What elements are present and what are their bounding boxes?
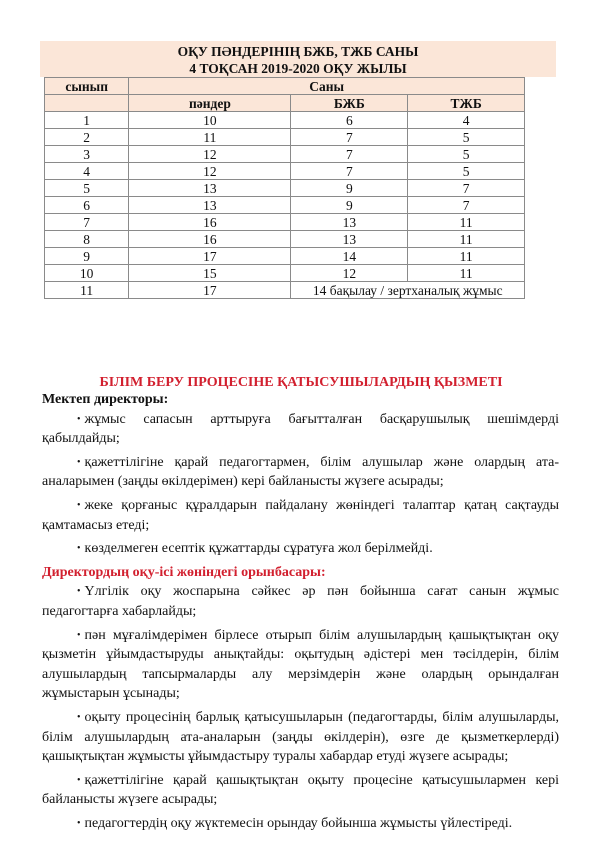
cell-bzhb: 12 xyxy=(291,265,408,282)
cell-tzhb: 11 xyxy=(408,265,525,282)
table-body xyxy=(45,112,525,299)
cell-bzhb: 7 xyxy=(291,146,408,163)
cell-bzhb: 14 xyxy=(291,248,408,265)
table-row xyxy=(45,112,525,129)
table-row xyxy=(45,214,525,231)
cell-grade: 8 xyxy=(45,231,129,248)
table-title-line2: 4 ТОҚСАН 2019-2020 ОҚУ ЖЫЛЫ xyxy=(189,61,407,76)
cell-bzhb: 13 xyxy=(291,231,408,248)
bullet-icon: • xyxy=(77,456,81,468)
bullet-icon: • xyxy=(77,629,81,641)
cell-bzhb: 9 xyxy=(291,180,408,197)
header-tzhb: ТЖБ xyxy=(408,95,525,112)
table-row xyxy=(45,231,525,248)
cell-grade: 6 xyxy=(45,197,129,214)
bullet-icon: • xyxy=(77,543,81,555)
cell-bzhb: 6 xyxy=(291,112,408,129)
cell-subjects: 16 xyxy=(129,231,291,248)
cell-subjects: 17 xyxy=(129,248,291,265)
deputy-item: • Үлгілік оқу жоспарына сәйкес әр пән бойынша сағат санын жұмыс педагогтарға хабарлайды; xyxy=(42,584,559,619)
cell-subjects: 16 xyxy=(129,214,291,231)
table-title-line1: ОҚУ ПӘНДЕРІНІҢ БЖБ, ТЖБ САНЫ xyxy=(177,44,419,59)
table-row xyxy=(45,163,525,180)
cell-grade: 9 xyxy=(45,248,129,265)
cell-tzhb: 5 xyxy=(408,163,525,180)
table-row xyxy=(45,248,525,265)
table-row xyxy=(45,180,525,197)
deputy-item: • қажеттілігіне қарай қашықтықтан оқыту процесіне қатысушылармен кері байланысты жүзеге асырады; xyxy=(42,772,559,808)
director-item: • жұмыс сапасын арттыруға бағытталған басқарушылық шешімдерді қабылдайды; xyxy=(42,411,559,447)
cell-tzhb: 5 xyxy=(408,129,525,146)
cell-grade: 10 xyxy=(45,265,129,282)
cell-tzhb: 11 xyxy=(408,248,525,265)
cell-grade: 1 xyxy=(45,112,129,129)
table-row xyxy=(45,146,525,163)
cell-tzhb: 4 xyxy=(408,112,525,129)
bullet-icon: • xyxy=(77,774,81,786)
bullet-icon: • xyxy=(77,413,81,425)
cell-bzhb: 13 xyxy=(291,214,408,231)
cell-bzhb: 7 xyxy=(291,129,408,146)
cell-subjects: 12 xyxy=(129,146,291,163)
cell-bzhb: 9 xyxy=(291,197,408,214)
director-heading: Мектеп директоры: xyxy=(42,392,169,407)
deputy-item: • педагогтердің оқу жүктемесін орындау бойынша жұмысты үйлестіреді. xyxy=(77,815,513,831)
deputy-item: • оқыту процесінің барлық қатысушыларын (педагогтарды, білім алушыларды, білім алушылардың ата-аналарын (заңды өкілдерін), өзге де қызметкерлерді) қашықтықтан жұмысты ұйымдастыру туралы хабардар етуді жүзеге асырады; xyxy=(42,709,559,765)
cell-subjects: 17 xyxy=(129,282,291,299)
header-bzhb: БЖБ xyxy=(291,95,408,112)
director-item: • қажеттілігіне қарай педагогтармен, білім алушылар және олардың ата-аналарымен (заңды өкілдерімен) кері байланысты жүзеге асырады; xyxy=(42,454,559,490)
cell-grade: 5 xyxy=(45,180,129,197)
cell-grade: 7 xyxy=(45,214,129,231)
header-count: Саны xyxy=(129,78,525,95)
deputy-heading: Директордың оқу-ісі жөніндегі орынбасары: xyxy=(42,564,326,580)
cell-tzhb: 11 xyxy=(408,214,525,231)
header-grade-empty xyxy=(45,95,129,112)
section-title: БІЛІМ БЕРУ ПРОЦЕСІНЕ ҚАТЫСУШЫЛАРДЫҢ ҚЫЗМЕТІ xyxy=(99,375,503,390)
cell-tzhb: 7 xyxy=(408,197,525,214)
cell-grade: 2 xyxy=(45,129,129,146)
table-title-band xyxy=(40,41,556,77)
cell-subjects: 12 xyxy=(129,163,291,180)
deputy-item: • пән мұғалімдерімен бірлесе отырып білім алушылардың қашықтықтан оқу қызметін ұйымдастыруды анықтайды: оқытудың әдістері мен тәсілдерін, білім алушылардың тапсырмаларды алу мерзімдерін және олардың орындалған жұмыстарын ұсынады; xyxy=(42,627,559,702)
subjects-assessment-table xyxy=(44,77,525,299)
header-subjects: пәндер xyxy=(129,95,291,112)
cell-subjects: 13 xyxy=(129,180,291,197)
cell-tzhb: 5 xyxy=(408,146,525,163)
cell-grade: 3 xyxy=(45,146,129,163)
director-item: • көзделмеген есептік құжаттарды сұратуға жол берілмейді. xyxy=(77,541,433,557)
table-row-last xyxy=(45,282,525,299)
cell-bzhb: 7 xyxy=(291,163,408,180)
cell-tzhb: 11 xyxy=(408,231,525,248)
table-row xyxy=(45,265,525,282)
bullet-icon: • xyxy=(77,499,81,511)
bullet-icon: • xyxy=(77,586,81,598)
cell-subjects: 11 xyxy=(129,129,291,146)
table-row xyxy=(45,129,525,146)
cell-grade: 4 xyxy=(45,163,129,180)
cell-subjects: 15 xyxy=(129,265,291,282)
table-header-row-2 xyxy=(45,95,525,112)
cell-merged-assessment: 14 бақылау / зертханалық жұмыс xyxy=(291,282,525,299)
cell-subjects: 13 xyxy=(129,197,291,214)
header-grade: сынып xyxy=(45,78,129,95)
table-header-row-1 xyxy=(45,78,525,95)
bullet-icon: • xyxy=(77,711,81,723)
participants-duties xyxy=(42,390,559,837)
director-item: • жеке қорғаныс құралдарын пайдалану жөніндегі талаптар қатаң сақтауды қамтамасыз етеді; xyxy=(42,497,559,533)
cell-tzhb: 7 xyxy=(408,180,525,197)
table-row xyxy=(45,197,525,214)
cell-grade: 11 xyxy=(45,282,129,299)
cell-subjects: 10 xyxy=(129,112,291,129)
bullet-icon: • xyxy=(77,817,81,829)
